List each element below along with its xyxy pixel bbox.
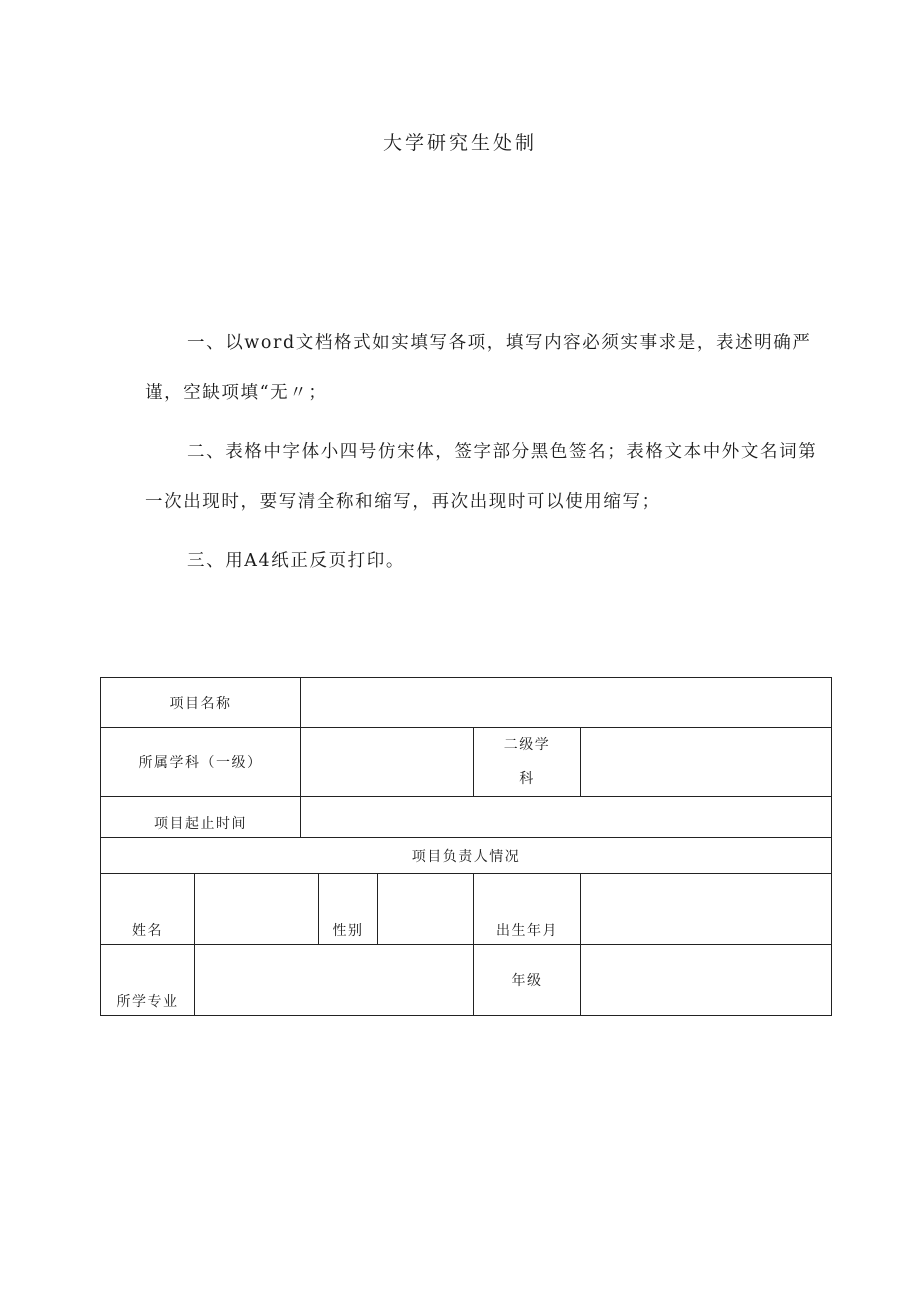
leader-section-title: 项目负责人情况 [101,838,832,874]
birth-field[interactable] [581,874,832,945]
gender-field[interactable] [378,874,474,945]
instruction-3-text: 三、用A4纸正反页打印。 [187,551,405,571]
instruction-2-text: 二、表格中字体小四号仿宋体，签字部分黑色签名；表格文本中外文名词第一次出现时，要写清全称和缩写，再次出现时可以使用缩写； [145,442,818,512]
discipline-l1-field[interactable] [301,728,474,797]
major-label: 所学专业 [101,945,195,1016]
instruction-3 [145,536,835,586]
discipline-l2-label [474,728,581,797]
row-discipline [101,728,832,797]
project-name-label: 项目名称 [101,678,301,728]
discipline-l1-label: 所属学科（一级） [101,728,301,797]
grade-label: 年级 [474,945,581,1016]
row-period [101,797,832,838]
major-field[interactable] [195,945,474,1016]
row-project-name [101,678,832,728]
name-field[interactable] [195,874,319,945]
row-leader-info [101,874,832,945]
discipline-l2-label-line2: 科 [519,771,535,787]
row-major-grade [101,945,832,1016]
project-name-field[interactable] [301,678,832,728]
discipline-l2-label-line1: 二级学 [503,737,551,753]
period-field[interactable] [301,797,832,838]
application-form-table [100,677,832,1016]
row-leader-section [101,838,832,874]
instruction-2 [145,427,835,527]
birth-label: 出生年月 [474,874,581,945]
instruction-1-text: 一、以word文档格式如实填写各项，填写内容必须实事求是，表述明确严谨，空缺项填“无〃； [145,333,812,403]
discipline-l2-field[interactable] [581,728,832,797]
name-label: 姓名 [101,874,195,945]
document-title: 大学研究生处制 [382,132,537,154]
grade-field[interactable] [581,945,832,1016]
period-label: 项目起止时间 [101,797,301,838]
instruction-1 [145,318,835,418]
gender-label: 性别 [319,874,378,945]
